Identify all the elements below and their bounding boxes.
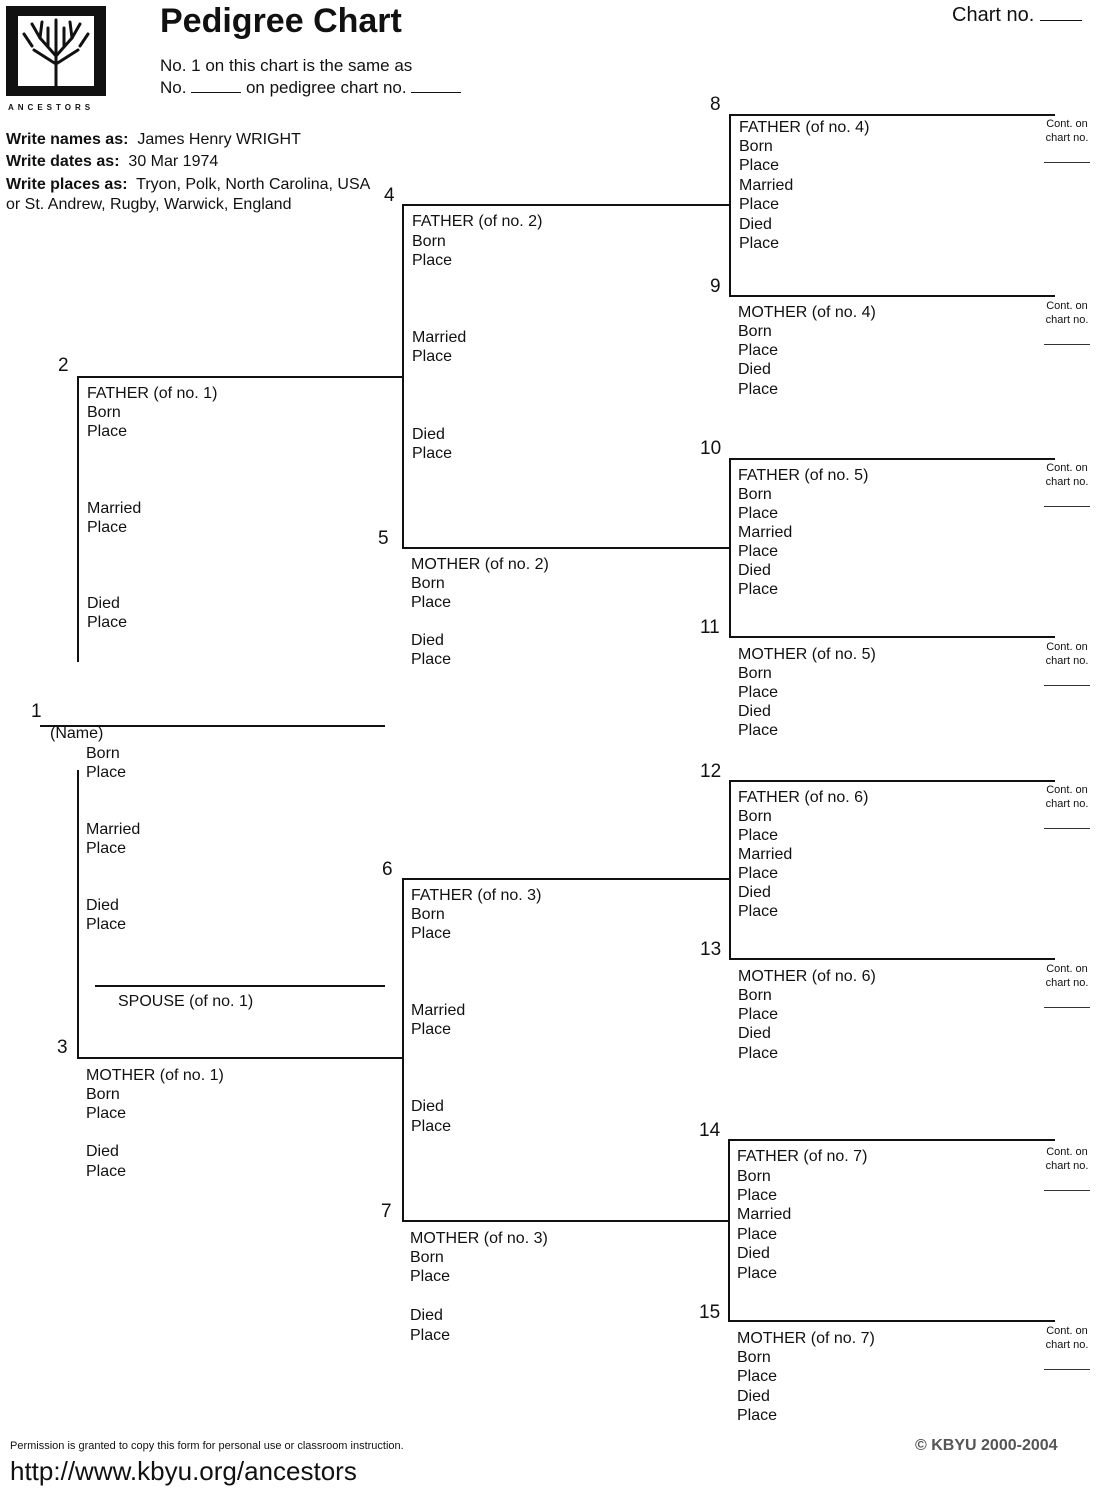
line-p15 [728,1320,1055,1322]
p6-born-place: Place [411,925,452,942]
p2-born: Born [87,404,121,421]
p13-cont: Cont. on chart no. [1039,962,1095,1008]
p11-born: Born [738,665,772,682]
number-p8: 8 [710,94,721,115]
page-title: Pedigree Chart [160,2,402,40]
p7-died: Died [410,1307,443,1324]
p12-married-place: Place [738,865,779,882]
line-p11 [729,636,1055,638]
p7-born: Born [410,1249,444,1266]
line-p6 [402,878,730,880]
p8-cont: Cont. on chart no. [1039,117,1095,163]
p4-born-place: Place [412,252,453,269]
p6-died: Died [411,1098,444,1115]
p2-died: Died [87,595,120,612]
p13-died: Died [738,1025,771,1042]
p15-died: Died [737,1388,770,1405]
p11-cont: Cont. on chart no. [1039,640,1095,686]
p14-cont-field[interactable] [1044,1190,1090,1191]
p1-married-place: Place [86,840,127,857]
p5-born-place: Place [411,594,452,611]
p12-married: Married [738,846,793,863]
p14-born: Born [737,1168,771,1185]
p14-cont: Cont. on chart no. [1039,1145,1095,1191]
p13-died-place: Place [738,1045,779,1062]
p7-died-place: Place [410,1327,451,1344]
p14-died: Died [737,1245,770,1262]
p11-title: MOTHER (of no. 5) [738,646,876,663]
instruction-dates: Write dates as: 30 Mar 1974 [6,153,219,170]
p12-born-place: Place [738,827,779,844]
p12-died-place: Place [738,903,779,920]
same-as-line2: No. on pedigree chart no. [160,77,461,99]
p3-died-place: Place [86,1163,127,1180]
p3-born-place: Place [86,1105,127,1122]
line-p8 [729,114,1055,116]
number-p10: 10 [700,438,722,459]
p12-title: FATHER (of no. 6) [738,789,869,806]
p2-died-place: Place [87,614,128,631]
p9-died-place: Place [738,381,779,398]
p6-died-place: Place [411,1118,452,1135]
p12-cont-field[interactable] [1044,828,1090,829]
number-p15: 15 [699,1302,721,1323]
p4-married: Married [412,329,467,346]
p4-married-place: Place [412,348,453,365]
p4-died: Died [412,426,445,443]
p2-married-place: Place [87,519,128,536]
number-p14: 14 [699,1120,721,1141]
line-p3 [77,1057,402,1059]
p11-died: Died [738,703,771,720]
p1-died: Died [86,897,119,914]
p1-born-place: Place [86,764,127,781]
chart-number [952,4,1082,27]
p14-married: Married [737,1206,792,1223]
p15-title: MOTHER (of no. 7) [737,1330,875,1347]
line-p14 [728,1139,1055,1141]
number-p2: 2 [58,355,69,376]
p1-died-place: Place [86,916,127,933]
p10-born: Born [738,486,772,503]
p2-title: FATHER (of no. 1) [87,385,218,402]
bracket-p3-parents [402,878,404,1221]
p1-married: Married [86,821,141,838]
line-spouse [95,985,385,987]
p10-died-place: Place [738,581,779,598]
tree-icon [18,16,94,86]
p10-married: Married [738,524,793,541]
bracket-p4-parents [729,114,731,297]
p14-married-place: Place [737,1226,778,1243]
number-p12: 12 [700,761,722,782]
copyright: © KBYU 2000-2004 [915,1437,1058,1454]
p15-cont-field[interactable] [1044,1369,1090,1370]
bracket-p5-parents [729,458,731,638]
bracket-p2-parents [402,204,404,548]
p9-born: Born [738,323,772,340]
p8-cont-field[interactable] [1044,162,1090,163]
p15-died-place: Place [737,1407,778,1424]
p8-married-place: Place [739,196,780,213]
p13-cont-field[interactable] [1044,1007,1090,1008]
p11-born-place: Place [738,684,779,701]
p5-died: Died [411,632,444,649]
p10-married-place: Place [738,543,779,560]
logo-caption: ANCESTORS [8,103,95,112]
p6-born: Born [411,906,445,923]
p10-cont: Cont. on chart no. [1039,461,1095,507]
p4-born: Born [412,233,446,250]
p9-cont: Cont. on chart no. [1039,299,1095,345]
chart-no-label: Chart no. [952,4,1035,26]
p8-title: FATHER (of no. 4) [739,119,870,136]
same-as-line1: No. 1 on this chart is the same as [160,56,413,75]
p13-born-place: Place [738,1006,779,1023]
p8-died-place: Place [739,235,780,252]
p7-born-place: Place [410,1268,451,1285]
number-p4: 4 [384,185,395,206]
p1-name-label: (Name) [50,725,104,742]
p6-married-place: Place [411,1021,452,1038]
p8-married: Married [739,177,794,194]
p9-cont-field[interactable] [1044,344,1090,345]
bracket-p2 [77,376,79,662]
p4-title: FATHER (of no. 2) [412,213,543,230]
p10-cont-field[interactable] [1044,506,1090,507]
p2-born-place: Place [87,423,128,440]
p3-died: Died [86,1143,119,1160]
p14-title: FATHER (of no. 7) [737,1148,868,1165]
instruction-places-alt: or St. Andrew, Rugby, Warwick, England [6,196,292,213]
p12-died: Died [738,884,771,901]
instruction-places: Write places as: Tryon, Polk, North Carolina, USA [6,176,371,193]
p10-title: FATHER (of no. 5) [738,467,869,484]
same-as-no-field[interactable] [191,92,241,93]
number-p7: 7 [381,1201,392,1222]
p10-born-place: Place [738,505,779,522]
p10-died: Died [738,562,771,579]
p9-title: MOTHER (of no. 4) [738,304,876,321]
ancestors-logo [6,6,106,96]
p7-title: MOTHER (of no. 3) [410,1230,548,1247]
p3-title: MOTHER (of no. 1) [86,1067,224,1084]
p8-died: Died [739,216,772,233]
p6-title: FATHER (of no. 3) [411,887,542,904]
p15-born: Born [737,1349,771,1366]
line-p7 [402,1220,730,1222]
p8-born: Born [739,138,773,155]
line-p5 [402,547,730,549]
line-p12 [729,780,1055,782]
line-p13 [729,958,1055,960]
p5-died-place: Place [411,651,452,668]
p9-born-place: Place [738,342,779,359]
line-p4 [402,204,730,206]
p11-died-place: Place [738,722,779,739]
line-p9 [729,295,1055,297]
chart-no-field[interactable] [1040,20,1082,21]
bracket-p7-parents [728,1139,730,1322]
permission-note: Permission is granted to copy this form for personal use or classroom instruction. [10,1440,404,1452]
p12-born: Born [738,808,772,825]
p2-married: Married [87,500,142,517]
p14-born-place: Place [737,1187,778,1204]
p15-born-place: Place [737,1368,778,1385]
line-p10 [729,458,1055,460]
number-p3: 3 [57,1037,68,1058]
instruction-names: Write names as: James Henry WRIGHT [6,131,301,148]
line-p2 [77,376,402,378]
spouse-label: SPOUSE (of no. 1) [118,993,254,1010]
p6-married: Married [411,1002,466,1019]
number-p11: 11 [700,617,720,638]
p14-died-place: Place [737,1265,778,1282]
number-p13: 13 [700,939,722,960]
p12-cont: Cont. on chart no. [1039,783,1095,829]
p8-born-place: Place [739,157,780,174]
number-p6: 6 [382,859,393,880]
p9-died: Died [738,361,771,378]
p3-born: Born [86,1086,120,1103]
number-p5: 5 [378,528,389,549]
number-p1: 1 [31,701,42,722]
footer-url[interactable]: http://www.kbyu.org/ancestors [10,1456,357,1486]
p5-born: Born [411,575,445,592]
p11-cont-field[interactable] [1044,685,1090,686]
p13-title: MOTHER (of no. 6) [738,968,876,985]
bracket-p6-parents [729,780,731,960]
p13-born: Born [738,987,772,1004]
same-as-chart-field[interactable] [411,92,461,93]
number-p9: 9 [710,276,721,297]
p4-died-place: Place [412,445,453,462]
p5-title: MOTHER (of no. 2) [411,556,549,573]
p1-born: Born [86,745,120,762]
bracket-p3 [77,770,79,1058]
p15-cont: Cont. on chart no. [1039,1324,1095,1370]
